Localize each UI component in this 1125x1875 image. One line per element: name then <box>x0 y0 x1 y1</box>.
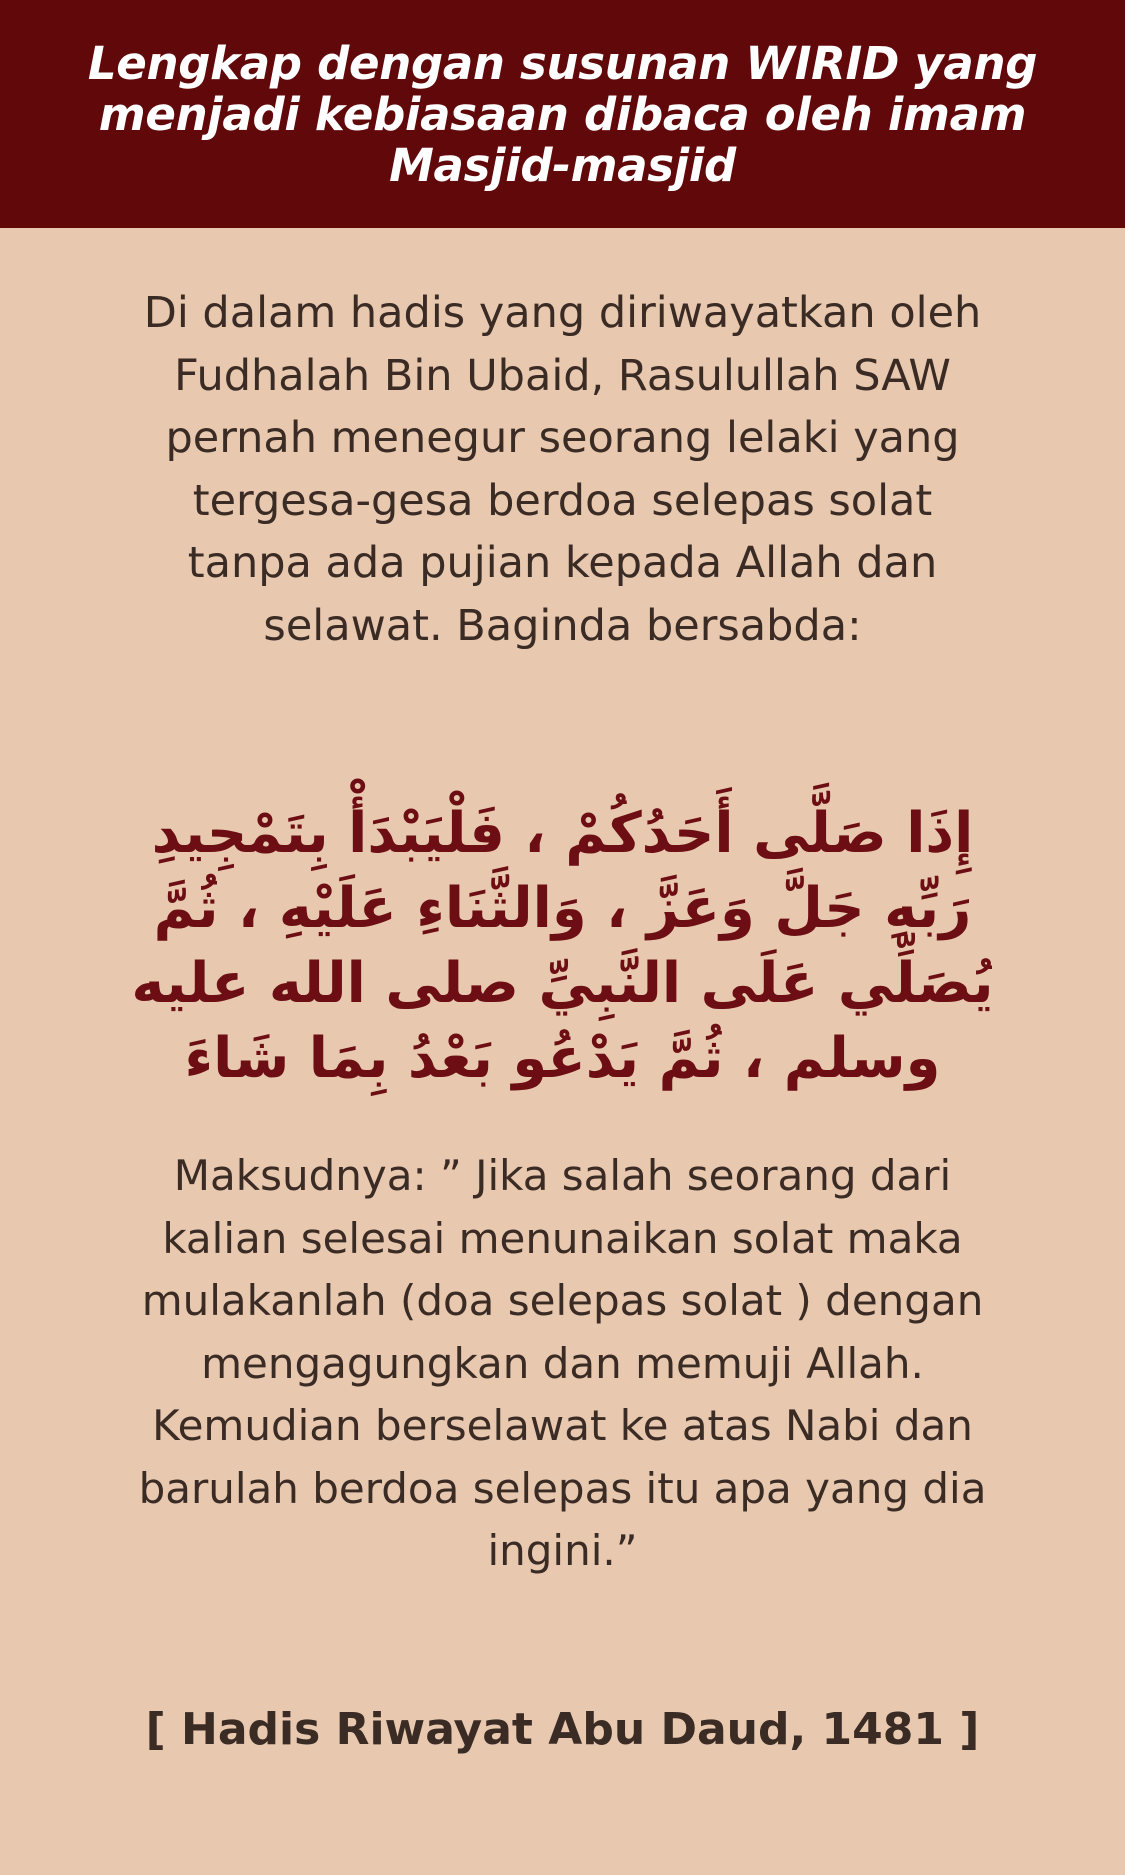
content-panel <box>0 228 1125 1875</box>
intro-paragraph: Di dalam hadis yang diriwayatkan oleh Fudhalah Bin Ubaid, Rasulullah SAW pernah menegur seorang lelaki yang tergesa-gesa berdoa selepas solat tanpa ada pujian kepada Allah dan selawat. Baginda bersabda: <box>143 288 982 651</box>
page-title: Lengkap dengan susunan WIRID yang menjadi kebiasaan dibaca oleh imam Masjid-masjid <box>87 36 1038 192</box>
hadith-reference: [ Hadis Riwayat Abu Daud, 1481 ] <box>145 1704 980 1755</box>
arabic-hadith-text: إِذَا صَلَّى أَحَدُكُمْ ، فَلْيَبْدَأْ بِتَمْجِيدِ رَبِّهِ جَلَّ وَعَزَّ ، وَالثَّنَاءِ عَلَيْهِ ، ثُمَّ يُصَلِّي عَلَى النَّبِيِّ صلى الله عليه وسلم ، ثُمَّ يَدْعُو بَعْدُ بِمَا شَاءَ <box>131 801 994 1091</box>
translation-paragraph: Maksudnya: ” Jika salah seorang dari kalian selesai menunaikan solat maka mulakanlah (doa selepas solat ) dengan mengagungkan dan memuji Allah. Kemudian berselawat ke atas Nabi dan barulah berdoa selepas itu apa yang dia ingini.” <box>138 1151 987 1575</box>
header-banner <box>0 0 1125 228</box>
